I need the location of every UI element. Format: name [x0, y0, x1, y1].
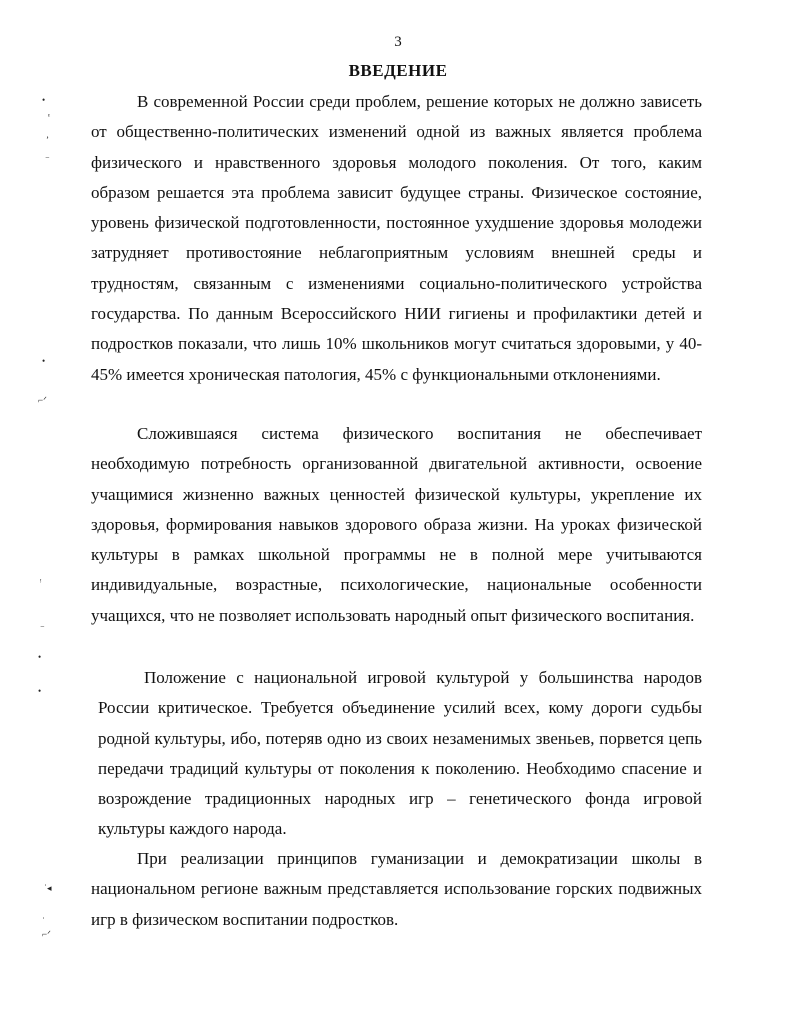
scan-speck: ʼ	[46, 135, 49, 145]
paragraph-1: В современной России среди проблем, решение которых не должно зависеть от общественно-политических изменений одной из важных является проблема физического и нравственного здоровья молодого поколения. От того, каким образом решается эта проблема зависит будущее страны. Физическое состояние, уровень физической подготовленности, постоянное ухудшение здоровья молодежи затрудняет противостояние неблагоприятным условиям внешней среды и трудностям, связанным с изменениями социально-политического устройства государства. По данным Всероссийского НИИ гигиены и профилактики детей и подростков показали, что лишь 10% школьников могут считаться здоровыми, у 40-45% имеется хроническая патология, 45% с функциональными отклонениями.	[91, 92, 702, 384]
scan-speck: ⌐ᐟ	[38, 395, 47, 405]
scan-speck: •	[38, 652, 42, 662]
scan-speck: •	[42, 356, 46, 366]
scan-speck: ⁻	[40, 623, 45, 633]
scan-speck: ⌐ᐟ	[42, 929, 51, 939]
scan-speck: •	[42, 95, 46, 105]
scan-speck: ᵎ	[40, 576, 42, 586]
scan-speck: ᵋ	[48, 111, 51, 121]
paragraph-3: Положение с национальной игровой культурой у большинства народов России критическое. Требуется объединение усилий всех, кому дороги судьбы родной культуры, ибо, потеряв одно из своих незаменимых звеньев, порвется цепь передачи традиций культуры от поколения к поколению. Необходимо спасение и возрождение традиционных народных игр – генетического фонда игровой культуры каждого народа.	[98, 668, 702, 839]
scan-speck: ˙◂	[44, 883, 52, 893]
scan-speck: •	[38, 686, 42, 696]
section-title: ВВЕДЕНИЕ	[348, 61, 448, 80]
scan-speck: ⁻	[45, 154, 50, 164]
paragraph-2: Сложившаяся система физического воспитания не обеспечивает необходимую потребность организованной двигательной активности, освоение учащимися жизненно важных ценностей физической культуры, укрепление их здоровья, формирования навыков здорового образа жизни. На уроках физической культуры в рамках школьной программы не в полной мере учитываются индивидуальные, возрастные, психологические, национальные особенности учащихся, что не позволяет использовать народный опыт физического воспитания.	[91, 424, 702, 625]
paragraph-4: При реализации принципов гуманизации и демократизации школы в национальном регионе важным представляется использование горских подвижных игр в физическом воспитании подростков.	[91, 849, 702, 929]
scan-speck: ˙	[42, 916, 45, 926]
page-number: 3	[394, 34, 402, 50]
